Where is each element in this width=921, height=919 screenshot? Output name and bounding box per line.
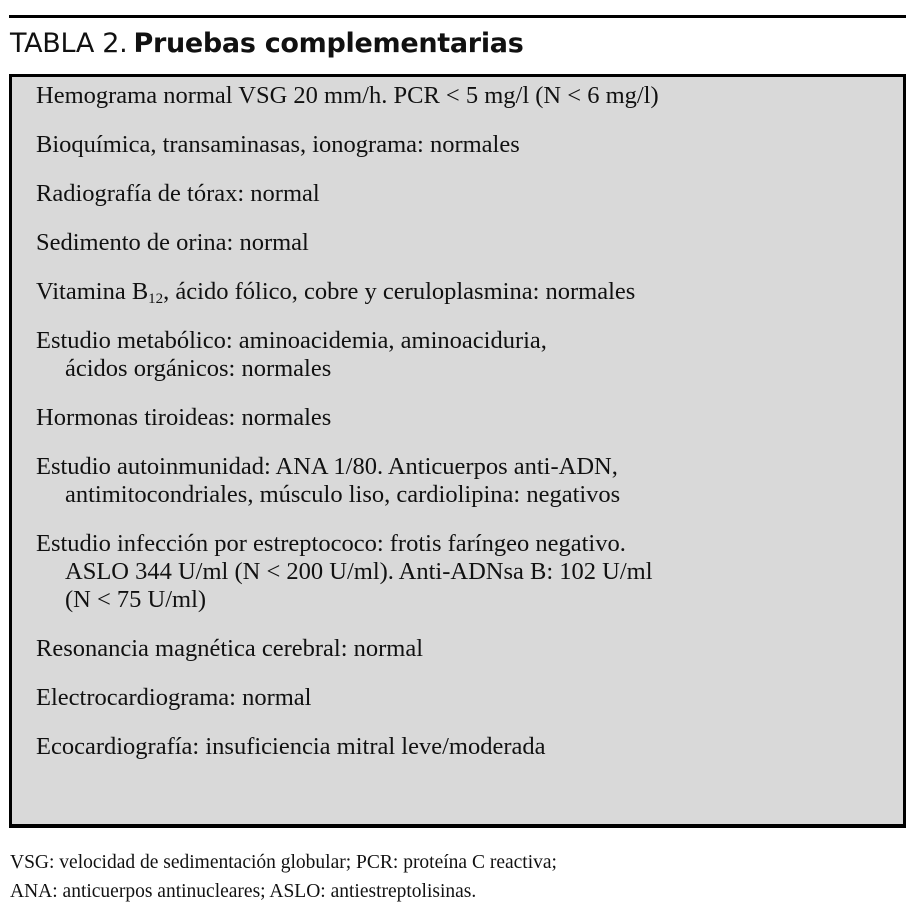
- row-line: Electrocardiograma: normal: [36, 684, 312, 711]
- table-row: [36, 453, 896, 509]
- row-subscript: 12: [148, 291, 164, 307]
- row-line: Hemograma normal VSG 20 mm/h. PCR < 5 mg/l (N < 6 mg/l): [36, 82, 659, 109]
- row-line-continuation: ASLO 344 U/ml (N < 200 U/ml). Anti-ADNsa B: 102 U/ml: [65, 558, 653, 585]
- table-row: [36, 733, 896, 761]
- table-row: [36, 327, 896, 383]
- table-row: [36, 131, 896, 159]
- table-row: [36, 229, 896, 257]
- table-row: [36, 635, 896, 663]
- table-row: [36, 530, 896, 614]
- row-line-continuation: (N < 75 U/ml): [65, 586, 207, 613]
- table-row: [36, 278, 896, 306]
- row-line-continuation: ácidos orgánicos: normales: [65, 355, 332, 382]
- row-line: Ecocardiografía: insuficiencia mitral leve/moderada: [36, 733, 546, 760]
- row-line: Bioquímica, transaminasas, ionograma: normales: [36, 131, 520, 158]
- table-row: [36, 82, 896, 110]
- table-rows: [36, 82, 896, 782]
- row-text-post: , ácido fólico, cobre y ceruloplasmina: normales: [163, 278, 636, 305]
- row-line: Sedimento de orina: normal: [36, 229, 309, 256]
- row-text-pre: Vitamina B: [36, 278, 149, 305]
- table-label: TABLA 2.: [10, 28, 128, 59]
- table-row: [36, 404, 896, 432]
- row-line: Radiografía de tórax: normal: [36, 180, 320, 207]
- row-line: Estudio infección por estreptococo: frotis faríngeo negativo.: [36, 530, 626, 557]
- top-rule: [9, 15, 906, 18]
- row-line: Estudio metabólico: aminoacidemia, aminoaciduria,: [36, 327, 547, 354]
- row-line: [36, 278, 896, 306]
- table-row: [36, 180, 896, 208]
- table-row: [36, 684, 896, 712]
- table-title: [10, 26, 523, 62]
- footnote-line: ANA: anticuerpos antinucleares; ASLO: antiestreptolisinas.: [10, 881, 477, 902]
- table-footnote: [10, 848, 557, 906]
- footnote-line: VSG: velocidad de sedimentación globular; PCR: proteína C reactiva;: [10, 852, 557, 873]
- table-name: Pruebas complementarias: [133, 28, 524, 59]
- row-line: Resonancia magnética cerebral: normal: [36, 635, 424, 662]
- row-line: Estudio autoinmunidad: ANA 1/80. Anticuerpos anti-ADN,: [36, 453, 618, 480]
- row-line: Hormonas tiroideas: normales: [36, 404, 332, 431]
- row-line-continuation: antimitocondriales, músculo liso, cardiolipina: negativos: [65, 481, 621, 508]
